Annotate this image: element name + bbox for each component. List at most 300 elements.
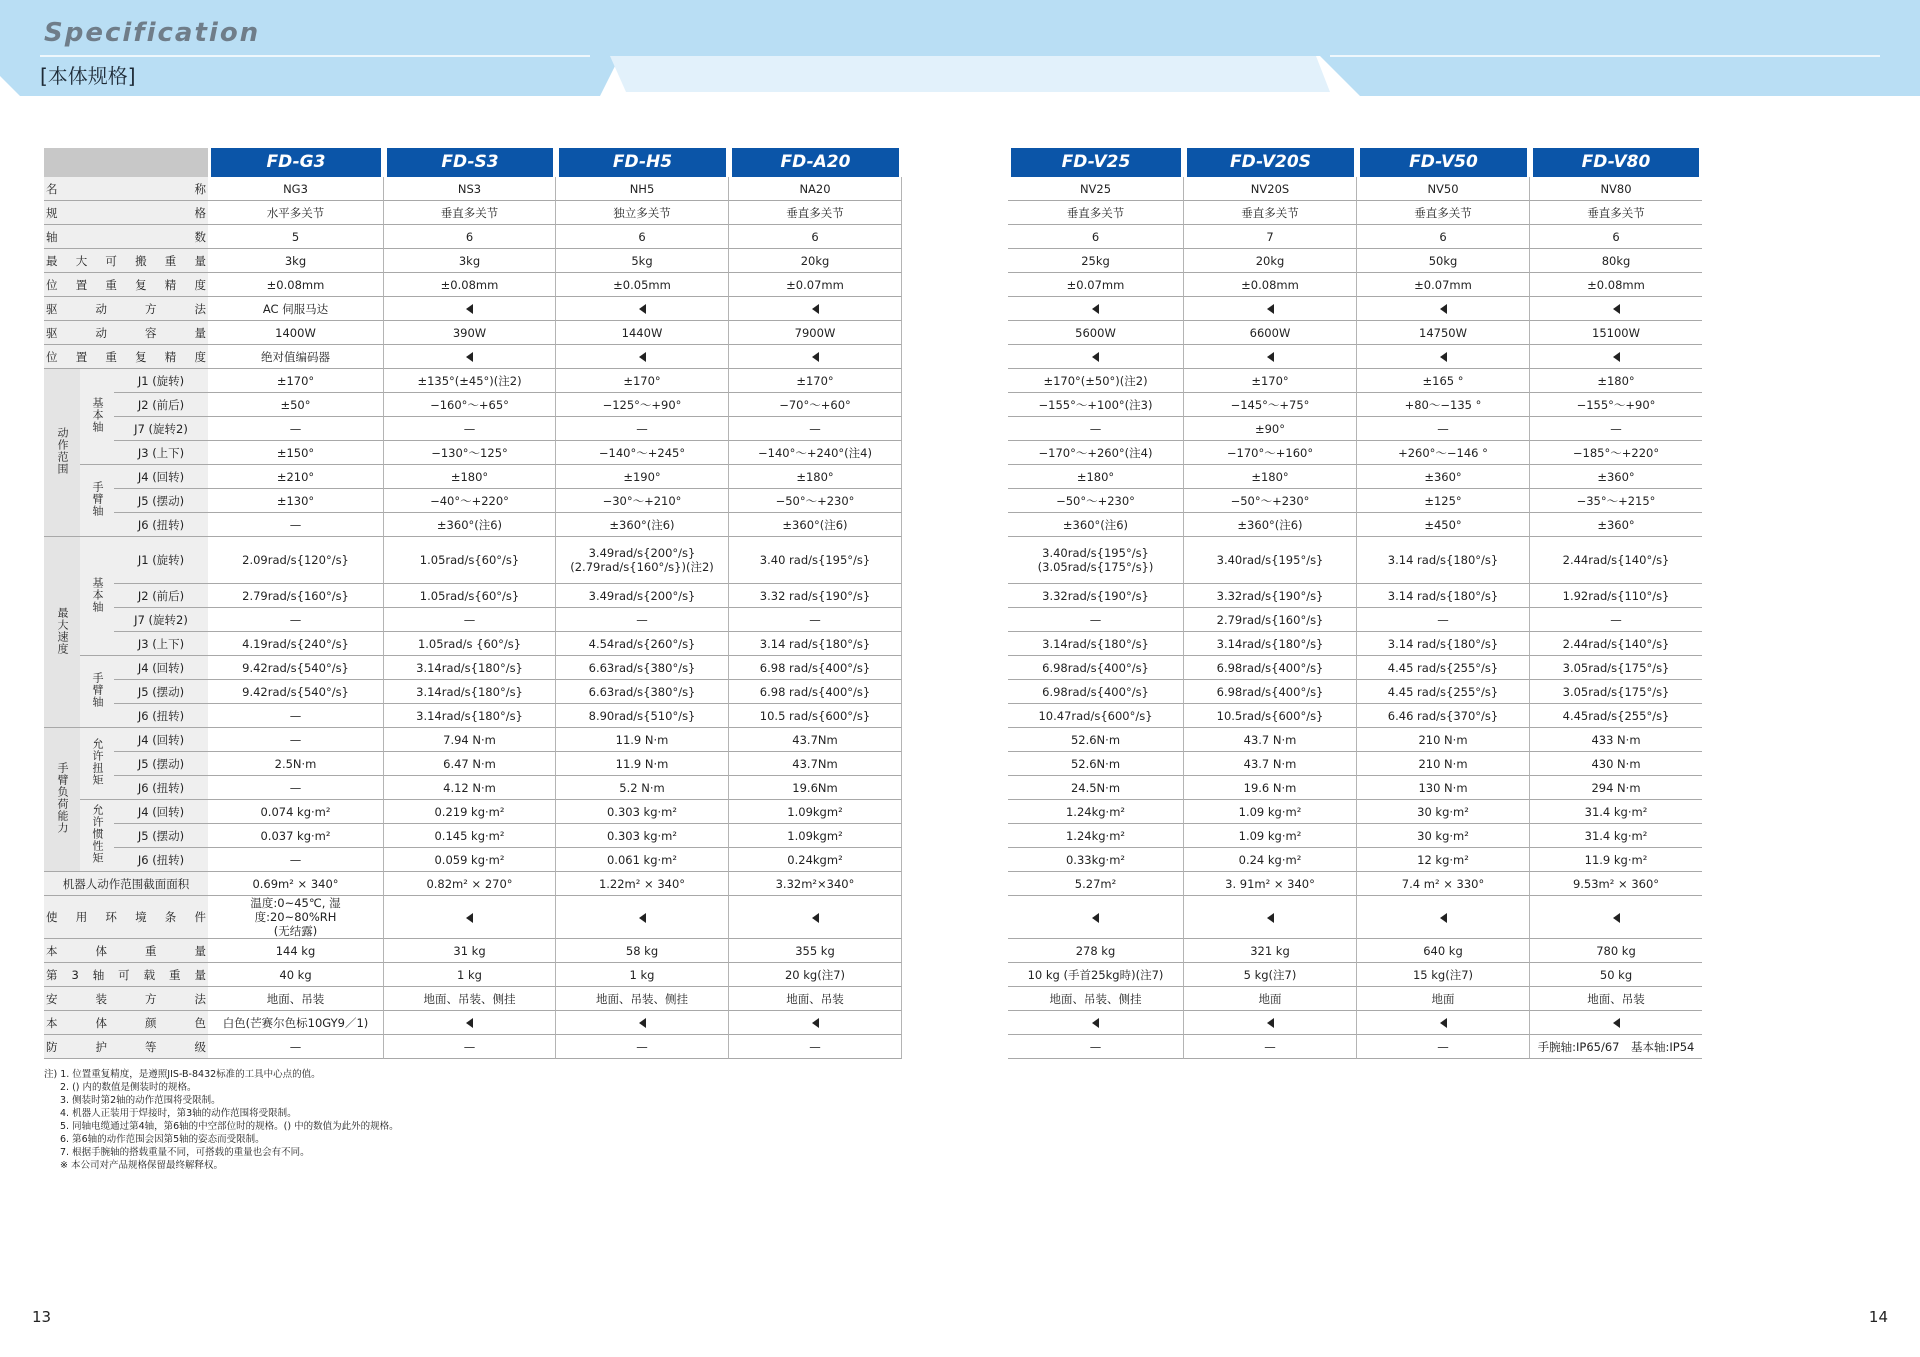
group-label [80, 465, 114, 537]
cell-text: 7 [1266, 229, 1274, 244]
model-name: FD-G3 [211, 148, 381, 177]
cell-text: ±130° [276, 493, 315, 508]
axis-row-value [1184, 776, 1357, 800]
spec-row-value [208, 177, 384, 201]
cell-text: ±180° [796, 469, 834, 484]
axis-row [44, 465, 1702, 489]
axis-row-value [556, 489, 729, 513]
group-label [80, 369, 114, 465]
same-as-left-arrow-icon [1092, 913, 1099, 923]
footnotes [44, 1068, 399, 1172]
cell-text: 10.47rad/s{600°/s} [1038, 708, 1153, 723]
category-text: 动作范围 [56, 427, 69, 475]
axis-row-value [556, 632, 729, 656]
cell-text: ±180° [1251, 469, 1289, 484]
cell-text: 355 kg [795, 943, 835, 958]
axis-row-value [729, 848, 902, 872]
axis-row-value [1357, 848, 1530, 872]
cell-text: ±360°(注6) [436, 517, 503, 532]
row-label: 规格 [44, 201, 208, 225]
axis-row-value [1008, 393, 1184, 417]
column-gap [902, 321, 1008, 345]
axis-row-value [1008, 728, 1184, 752]
spec-row-value [729, 963, 902, 987]
cell-text: 9.53m² × 360° [1572, 876, 1660, 891]
cell-text: 1 kg [629, 967, 655, 982]
axis-row-value [1530, 441, 1702, 465]
axis-row-value [1357, 824, 1530, 848]
same-as-left-arrow-icon [639, 352, 646, 362]
cell-text: ±360° [1597, 517, 1635, 532]
cell-text: 6.98rad/s{400°/s} [1216, 684, 1324, 699]
model-header-cell [1008, 148, 1184, 177]
row-label: 本体重量 [44, 939, 208, 963]
model-name: FD-V80 [1533, 148, 1699, 177]
footnote-line: 注) 1. 位置重复精度，是遵照JIS-B-8432标准的工具中心点的值。 [44, 1069, 321, 1080]
spec-row-value [556, 201, 729, 225]
cell-text: 7.4 m² × 330° [1401, 876, 1485, 891]
axis-row-value [556, 393, 729, 417]
spec-row-value [1357, 987, 1530, 1011]
spec-row-value [208, 345, 384, 369]
axis-row-value [729, 417, 902, 441]
cell-text: 1440W [621, 325, 663, 340]
cell-text: — [463, 1039, 476, 1054]
table-corner [44, 148, 208, 177]
axis-row-value [208, 632, 384, 656]
cell-text: — [463, 612, 476, 627]
page-number-left: 13 [32, 1308, 52, 1326]
axis-row-value [556, 513, 729, 537]
cell-text: 6.46 rad/s{370°/s} [1387, 708, 1499, 723]
spec-row-value [556, 872, 729, 896]
cell-text: 地面、吊装、侧挂 [423, 991, 516, 1006]
category-text: 手臂负荷能力 [56, 762, 69, 834]
cell-text: 433 N·m [1591, 732, 1641, 747]
cell-text: 5.2 N·m [619, 780, 665, 795]
row-label: 驱动容量 [44, 321, 208, 345]
cell-text: — [289, 732, 302, 747]
category-label [44, 728, 80, 872]
axis-row [44, 393, 1702, 417]
column-gap [902, 148, 1008, 177]
axis-row-value [208, 417, 384, 441]
axis-row-value [729, 824, 902, 848]
cell-text: 1.09kgm² [787, 828, 843, 843]
cell-text: 6.63rad/s{380°/s} [588, 660, 696, 675]
same-as-left-arrow-icon [1267, 352, 1274, 362]
footnote-line: 5. 同轴电缆通过第4轴，第6轴的中空部位时的规格。() 中的数值为此外的规格。 [60, 1121, 399, 1132]
model-name: FD-H5 [559, 148, 726, 177]
cell-text: NA20 [799, 181, 831, 196]
cell-text: 手腕轴:IP65/67 基本轴:IP54 [1537, 1039, 1695, 1054]
spec-row-value [1184, 963, 1357, 987]
cell-text: 20kg [800, 253, 830, 268]
axis-row [44, 584, 1702, 608]
cell-text: 2.79rad/s{160°/s} [1216, 612, 1324, 627]
cell-text: 6 [1091, 229, 1100, 244]
cell-text: ±450° [1424, 517, 1462, 532]
spec-row-value [1357, 297, 1530, 321]
spec-row-value [1184, 321, 1357, 345]
spec-row-value [1184, 201, 1357, 225]
cell-text: 0.82m² × 270° [426, 876, 513, 891]
spec-row-value [729, 1011, 902, 1035]
axis-row-value [384, 752, 556, 776]
cell-text: 3.05rad/s{175°/s} [1562, 660, 1670, 675]
axis-row [44, 608, 1702, 632]
spec-row-value [208, 273, 384, 297]
spec-row-value [556, 177, 729, 201]
axis-row-value [1008, 608, 1184, 632]
same-as-left-arrow-icon [466, 352, 473, 362]
axis-row-value [729, 369, 902, 393]
column-gap [902, 1035, 1008, 1059]
cell-text: — [809, 1039, 821, 1054]
cell-text: 10 kg (手首25kg時)(注7) [1027, 967, 1164, 982]
cell-text: 30 kg·m² [1417, 828, 1469, 843]
axis-row-value [384, 704, 556, 728]
axis-row-value [1008, 513, 1184, 537]
row-label: 防护等级 [44, 1035, 208, 1059]
column-gap [902, 680, 1008, 704]
axis-row-value [556, 728, 729, 752]
category-label [44, 537, 80, 728]
spec-row-value [1184, 896, 1357, 939]
spec-row-value [1530, 939, 1702, 963]
cell-text: — [1089, 421, 1102, 436]
page-number-right: 14 [1868, 1308, 1888, 1326]
spec-row-value [1357, 321, 1530, 345]
footnote-line: ※ 本公司对产品规格保留最终解释权。 [60, 1160, 223, 1171]
spec-row-value [1530, 177, 1702, 201]
cell-text: 1.09 kg·m² [1238, 804, 1302, 819]
same-as-left-arrow-icon [1613, 1018, 1620, 1028]
axis-row-value [556, 704, 729, 728]
cell-text: 30 kg·m² [1417, 804, 1469, 819]
cell-text: ±360°(注6) [609, 517, 675, 532]
spec-row-value [208, 872, 384, 896]
column-gap [902, 776, 1008, 800]
spec-row-value [208, 1011, 384, 1035]
axis-row-value [208, 824, 384, 848]
cell-text: 5kg [631, 253, 653, 268]
cell-text: 430 N·m [1591, 756, 1641, 771]
spec-row-value [556, 1011, 729, 1035]
axis-row-value [729, 513, 902, 537]
axis-row-value [556, 441, 729, 465]
cell-text: ±0.08mm [1587, 277, 1645, 292]
column-gap [902, 824, 1008, 848]
cell-text: 3.40 rad/s{195°/s} [759, 553, 871, 567]
spec-row-value [1357, 896, 1530, 939]
spec-row-value [1008, 987, 1184, 1011]
spec-row-value [729, 201, 902, 225]
column-gap [902, 369, 1008, 393]
axis-row-value [1008, 632, 1184, 656]
cell-text: 321 kg [1250, 943, 1290, 958]
cell-text: 780 kg [1596, 943, 1636, 958]
model-header-cell [1530, 148, 1702, 177]
spec-row-value [1357, 1011, 1530, 1035]
axis-label: J1 (旋转) [114, 537, 208, 584]
axis-row-value [384, 513, 556, 537]
axis-row-value [1530, 776, 1702, 800]
cell-text: 6.47 N·m [443, 756, 496, 771]
axis-row [44, 848, 1702, 872]
column-gap [902, 896, 1008, 939]
cell-text: 绝对值编码器 [261, 349, 330, 364]
cell-text: 130 N·m [1418, 780, 1468, 795]
same-as-left-arrow-icon [639, 1018, 646, 1028]
axis-row [44, 656, 1702, 680]
axis-row-value [208, 393, 384, 417]
spec-row-value [556, 273, 729, 297]
same-as-left-arrow-icon [1613, 913, 1620, 923]
row-label: 安装方法 [44, 987, 208, 1011]
axis-row-value [208, 489, 384, 513]
spec-row-value [1184, 249, 1357, 273]
axis-row-value [208, 584, 384, 608]
spec-row-value [1008, 896, 1184, 939]
column-gap [902, 177, 1008, 201]
cell-text: 6.98 rad/s{400°/s} [759, 684, 871, 699]
axis-row-value [556, 584, 729, 608]
axis-row-value [384, 489, 556, 513]
cell-text: 390W [452, 325, 487, 340]
axis-row-value [1184, 393, 1357, 417]
column-gap [902, 225, 1008, 249]
spec-row-value [384, 1011, 556, 1035]
column-gap [902, 752, 1008, 776]
axis-row-value [1184, 537, 1357, 584]
spec-row-value [729, 321, 902, 345]
axis-row-value [1530, 752, 1702, 776]
axis-row-value [1008, 465, 1184, 489]
spec-row-value [384, 249, 556, 273]
axis-row-value [1530, 489, 1702, 513]
column-gap [902, 465, 1008, 489]
row-label: 最大可搬重量 [44, 249, 208, 273]
same-as-left-arrow-icon [812, 304, 819, 314]
spec-row [44, 939, 1702, 963]
axis-row-value [208, 728, 384, 752]
cell-text: 垂直多关节 [1414, 205, 1472, 220]
spec-row-value [1008, 1035, 1184, 1059]
spec-row-value [208, 297, 384, 321]
axis-row-value [1357, 393, 1530, 417]
axis-row-value [208, 776, 384, 800]
spec-row-value [1357, 273, 1530, 297]
axis-row-value [1184, 752, 1357, 776]
model-name: FD-S3 [387, 148, 553, 177]
cell-text: 7900W [794, 325, 836, 340]
cell-text: ±150° [276, 445, 315, 460]
spec-row-value [729, 225, 902, 249]
axis-row-value [729, 465, 902, 489]
spec-row-value [1530, 987, 1702, 1011]
spec-row-value [729, 345, 902, 369]
axis-row-value [1530, 680, 1702, 704]
column-gap [902, 848, 1008, 872]
cell-text: −30°～+210° [602, 493, 682, 508]
spec-row-value [1184, 297, 1357, 321]
row-label: 使用环境条件 [44, 896, 208, 939]
cell-text: 6 [638, 229, 646, 244]
cell-text: — [809, 421, 821, 436]
cell-text: 0.33kg·m² [1065, 852, 1126, 867]
cell-text: ±0.07mm [786, 277, 844, 292]
cell-text: ±50° [280, 397, 311, 412]
axis-row-value [556, 800, 729, 824]
footnote-line: 4. 机器人正装用于焊接时，第3轴的动作范围将受限制。 [60, 1108, 297, 1119]
cell-text: −50°～+230° [1056, 493, 1135, 508]
spec-row-value [729, 297, 902, 321]
cell-text: 8.90rad/s{510°/s} [588, 708, 696, 723]
cell-text: 2.44rad/s{140°/s} [1562, 636, 1670, 651]
cell-text: 4.45rad/s{255°/s} [1562, 708, 1670, 723]
axis-row [44, 824, 1702, 848]
spec-row [44, 321, 1702, 345]
axis-row-value [1008, 489, 1184, 513]
cell-text: −125°～+90° [602, 397, 682, 412]
axis-row-value [1530, 656, 1702, 680]
spec-row-value [729, 1035, 902, 1059]
cell-text: 0.24 kg·m² [1238, 852, 1302, 867]
spec-row [44, 201, 1702, 225]
axis-row-value [1530, 704, 1702, 728]
axis-row [44, 513, 1702, 537]
same-as-left-arrow-icon [1267, 1018, 1274, 1028]
cell-text: 0.145 kg·m² [434, 828, 505, 843]
axis-row-value [729, 752, 902, 776]
cell-text: 1.09 kg·m² [1238, 828, 1302, 843]
axis-row [44, 752, 1702, 776]
spec-row [44, 177, 1702, 201]
cell-text: ±135°(±45°)(注2) [417, 373, 522, 388]
axis-row-value [1530, 465, 1702, 489]
cell-text: 0.24kgm² [787, 852, 843, 867]
cell-text: — [1437, 612, 1449, 627]
cell-text: ±210° [276, 469, 315, 484]
cell-text: 垂直多关节 [1587, 205, 1645, 220]
cell-text: −140°～+245° [598, 445, 686, 460]
row-label: 本体颜色 [44, 1011, 208, 1035]
axis-row-value [384, 608, 556, 632]
row-label: 名称 [44, 177, 208, 201]
cell-text: 52.6N·m [1070, 756, 1121, 771]
same-as-left-arrow-icon [1092, 1018, 1099, 1028]
axis-row-value [208, 441, 384, 465]
cell-text: — [1610, 612, 1622, 627]
cell-text: 0.059 kg·m² [434, 852, 505, 867]
axis-row-value [208, 608, 384, 632]
axis-label: J2 (前后) [114, 584, 208, 608]
axis-label: J4 (回转) [114, 465, 208, 489]
group-label [80, 728, 114, 800]
spec-row-value [384, 177, 556, 201]
footnote-line: 7. 根据手腕轴的搭载重量不同，可搭载的重量也会有不同。 [60, 1147, 310, 1158]
cell-text: ±360° [1424, 469, 1462, 484]
cell-text: 0.303 kg·m² [606, 804, 677, 819]
axis-label: J6 (扭转) [114, 848, 208, 872]
cell-text: — [289, 780, 302, 795]
cell-text: ±360°(注6) [1237, 517, 1303, 532]
spec-row-value [208, 939, 384, 963]
spec-row-value [556, 939, 729, 963]
axis-row-value [1530, 393, 1702, 417]
spec-row-value [1184, 273, 1357, 297]
cell-text: −50°～+230° [775, 493, 855, 508]
cell-text: — [289, 517, 302, 532]
axis-row-value [1184, 680, 1357, 704]
axis-row-value [1184, 704, 1357, 728]
cell-text: 3.49rad/s{200°/s} (2.79rad/s{160°/s})(注2) [570, 546, 714, 574]
cell-text: 垂直多关节 [786, 205, 844, 220]
axis-row-value [556, 417, 729, 441]
cell-text: ±0.07mm [1414, 277, 1472, 292]
cell-text: — [289, 421, 302, 436]
axis-row-value [1357, 680, 1530, 704]
axis-row-value [729, 632, 902, 656]
cell-text: 5 [291, 229, 300, 244]
axis-row-value [1008, 656, 1184, 680]
axis-row-value [1530, 369, 1702, 393]
cell-text: 12 kg·m² [1417, 852, 1469, 867]
spec-row [44, 963, 1702, 987]
axis-row-value [1357, 369, 1530, 393]
cell-text: 10.5rad/s{600°/s} [1216, 708, 1324, 723]
column-gap [902, 987, 1008, 1011]
spec-row-value [1357, 939, 1530, 963]
cell-text: ±170°(±50°)(注2) [1043, 373, 1148, 388]
cell-text: — [1437, 421, 1449, 436]
spec-row-value [1008, 321, 1184, 345]
cell-text: ±0.05mm [613, 277, 671, 292]
spec-row-value [384, 321, 556, 345]
cell-text: 温度:0~45℃, 湿度:20~80%RH (无结露) [250, 896, 341, 938]
cell-text: 2.5N·m [274, 756, 317, 771]
axis-label: J3 (上下) [114, 441, 208, 465]
cell-text: 2.44rad/s{140°/s} [1562, 553, 1670, 567]
cell-text: 31.4 kg·m² [1584, 828, 1648, 843]
cell-text: 52.6N·m [1070, 732, 1121, 747]
axis-row-value [384, 824, 556, 848]
axis-label: J6 (扭转) [114, 513, 208, 537]
spec-row-value [1357, 225, 1530, 249]
same-as-left-arrow-icon [1267, 304, 1274, 314]
cell-text: 11.9 N·m [615, 756, 669, 771]
cell-text: AC 伺服马达 [262, 301, 329, 316]
axis-row-value [1530, 848, 1702, 872]
axis-row-value [1184, 824, 1357, 848]
axis-label: J5 (摆动) [114, 752, 208, 776]
cell-text: — [1264, 1039, 1276, 1054]
cell-text: 地面、吊装、侧挂 [1049, 991, 1142, 1006]
spec-row-value [1008, 939, 1184, 963]
column-gap [902, 939, 1008, 963]
cell-text: 地面、吊装 [266, 991, 325, 1006]
axis-row [44, 704, 1702, 728]
row-label: 位置重复精度 [44, 345, 208, 369]
axis-row-value [1008, 800, 1184, 824]
axis-row-value [1184, 848, 1357, 872]
spec-row [44, 987, 1702, 1011]
axis-row-value [1184, 417, 1357, 441]
axis-row-value [1184, 489, 1357, 513]
spec-row-value [208, 896, 384, 939]
axis-label: J1 (旋转) [114, 369, 208, 393]
